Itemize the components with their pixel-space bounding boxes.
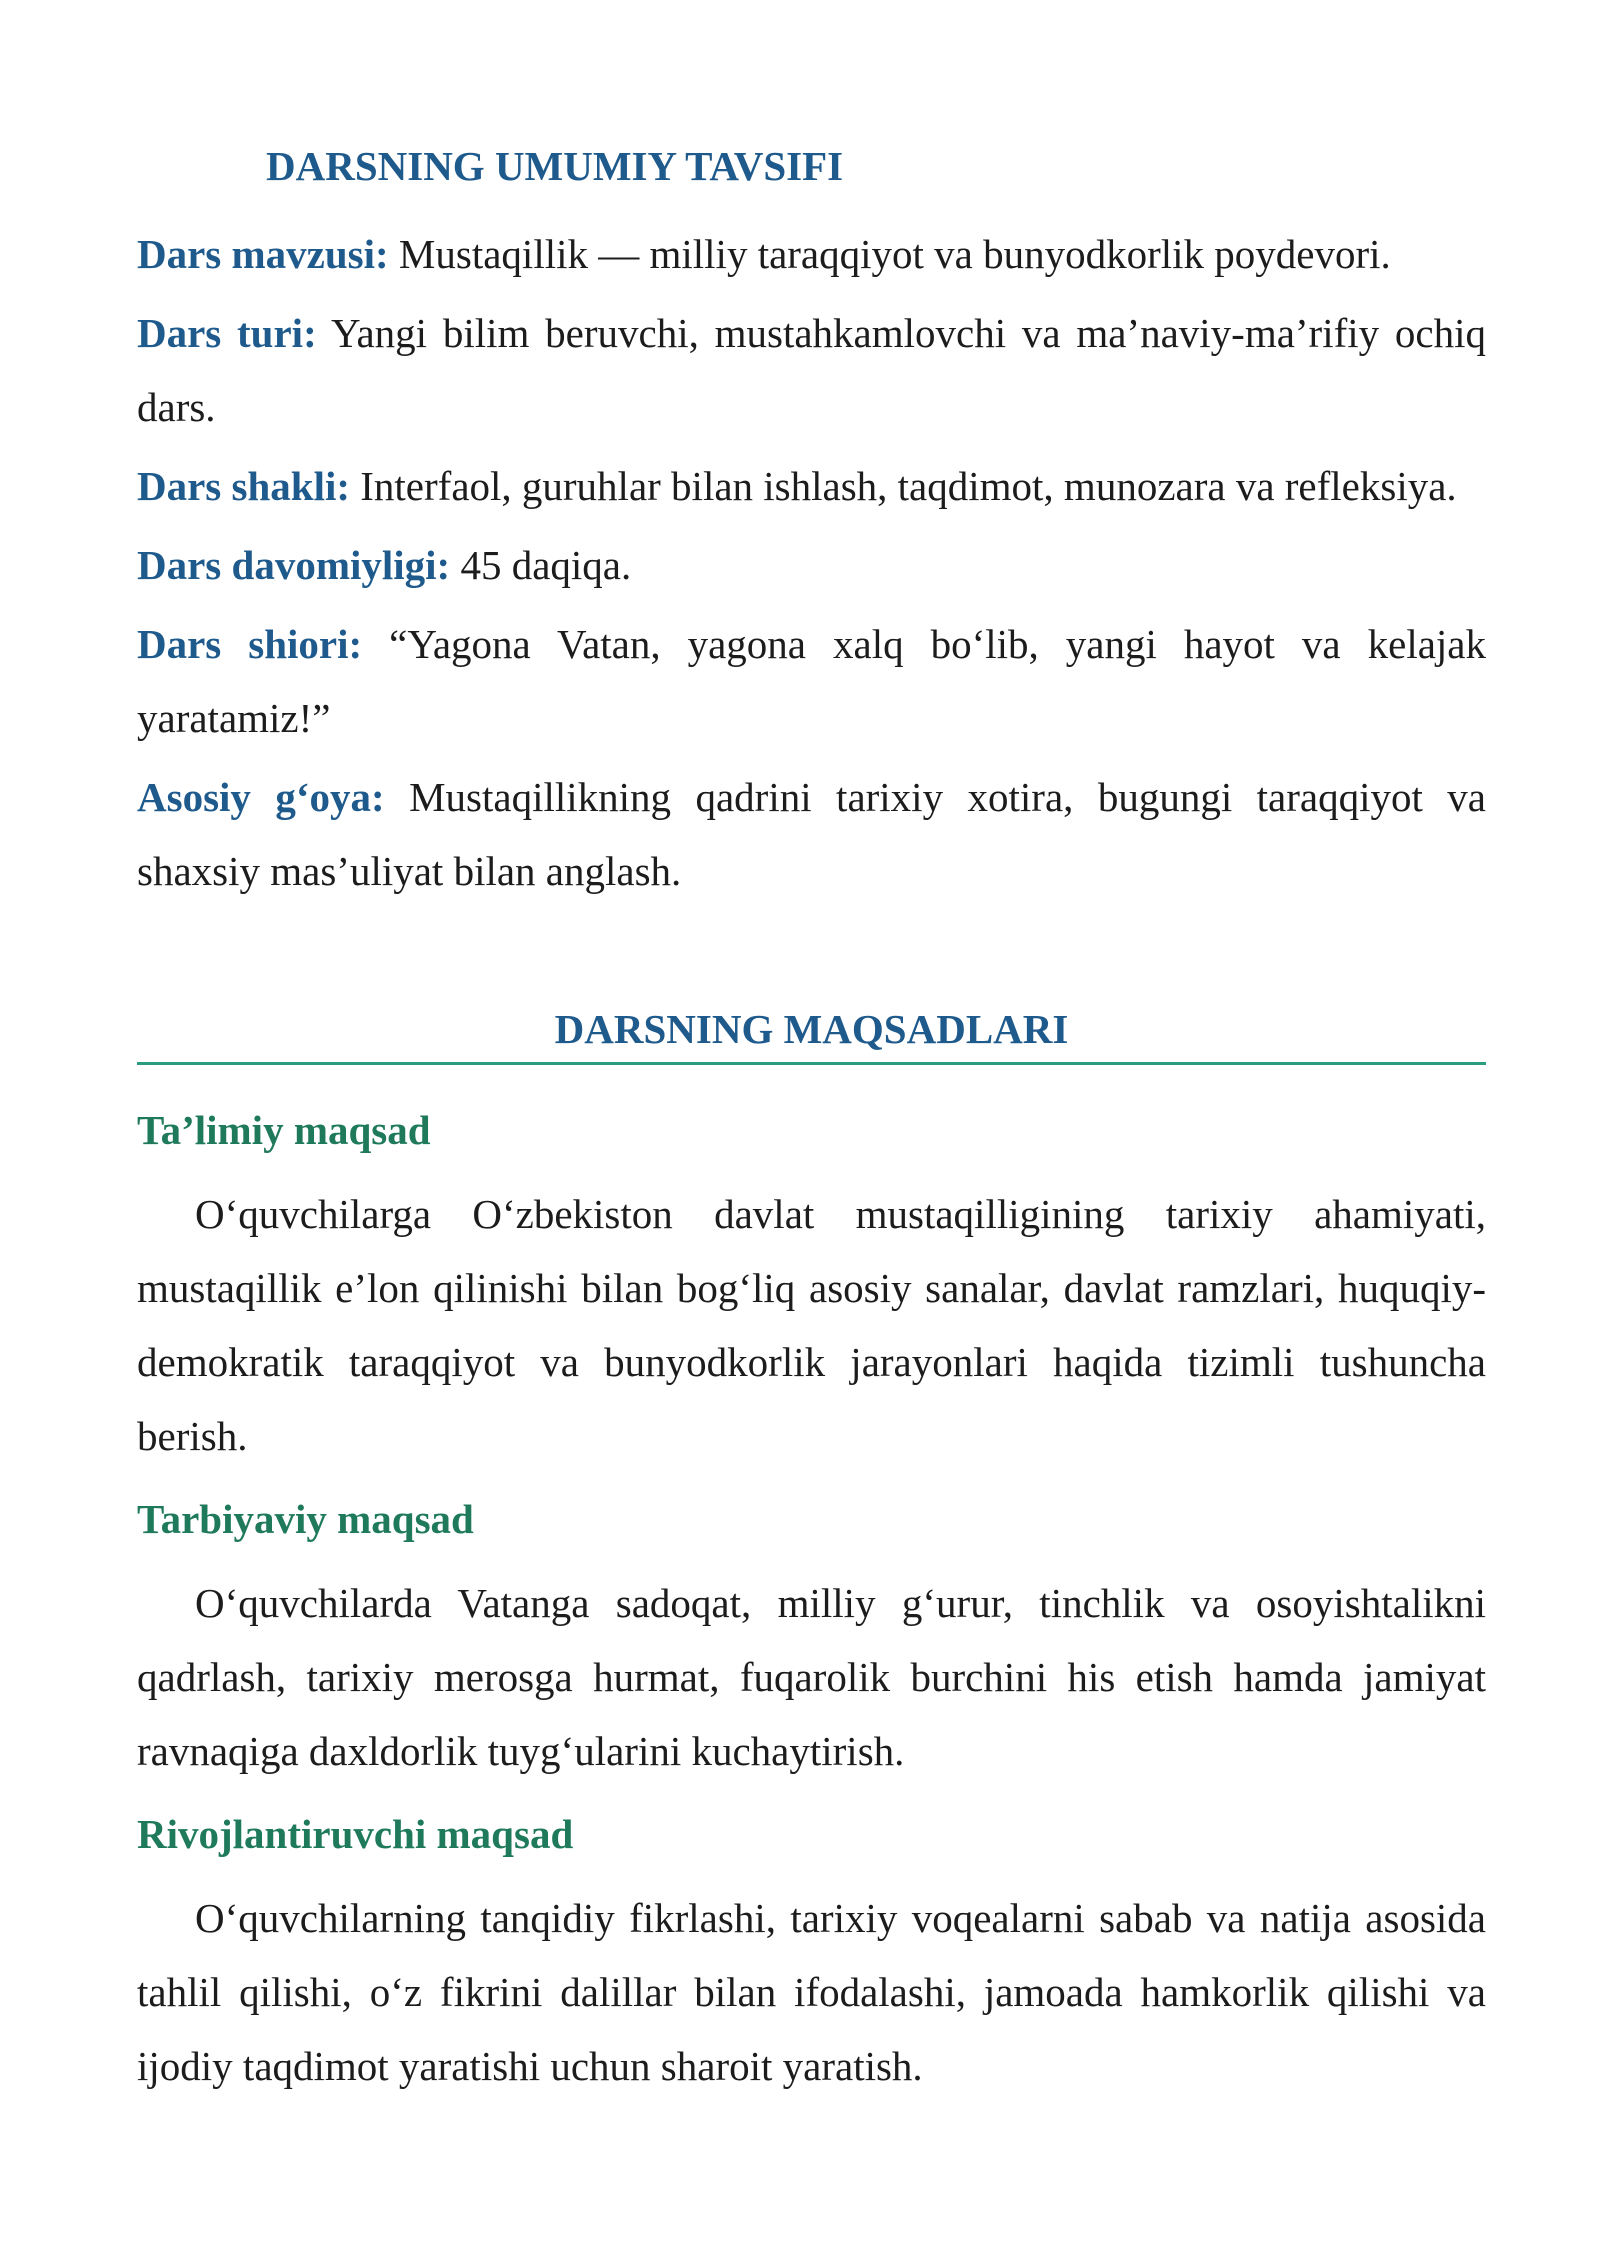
goal-title-educational: Ta’limiy maqsad [137,1107,431,1153]
info-label: Dars shakli: [137,463,351,509]
info-row-main-idea [137,760,1486,908]
goal-text-educational: O‘quvchilarga O‘zbekiston davlat mustaqilligining tarixiy ahamiyati, mustaqillik e’lon qilinishi bilan bog‘liq asosiy sanalar, davlat ramzlari, huquqiy-demokratik taraqqiyot va bunyodkorlik jarayonlari haqida tizimli tushuncha berish. [137,1191,1486,1459]
info-row-duration [137,528,1486,602]
goal-text-upbringing: O‘quvchilarda Vatanga sadoqat, milliy g‘urur, tinchlik va osoyishtalikni qadrlash, tarixiy merosga hurmat, fuqarolik burchini his etish hamda jamiyat ravnaqiga daxldorlik tuyg‘ularini kuchaytirish. [137,1580,1486,1774]
section-divider [137,1062,1486,1065]
info-label: Asosiy g‘oya: [137,774,385,820]
info-value: 45 daqiqa. [460,542,632,588]
info-value: Mustaqillikning qadrini tarixiy xotira, bugungi taraqqiyot va shaxsiy mas’uliyat bilan anglash. [137,774,1487,894]
info-row-type [137,296,1486,444]
goal-title-upbringing: Tarbiyaviy maqsad [137,1496,474,1542]
info-label: Dars turi: [137,310,317,356]
document-title: DARSNING UMUMIY TAVSIFI [266,143,844,189]
info-label: Dars mavzusi: [137,231,389,277]
info-label: Dars shiori: [137,621,363,667]
goals-section-title: DARSNING MAQSADLARI [554,1006,1069,1052]
info-label: Dars davomiyligi: [137,542,451,588]
info-row-topic [137,217,1486,291]
goal-text-developmental: O‘quvchilarning tanqidiy fikrlashi, tarixiy voqealarni sabab va natija asosida tahlil qilishi, o‘z fikrini dalillar bilan ifodalashi, jamoada hamkorlik qilishi va ijodiy taqdimot yaratishi uchun sharoit yaratish. [137,1895,1486,2089]
info-value: Interfaol, guruhlar bilan ishlash, taqdimot, munozara va refleksiya. [360,463,1457,509]
lesson-info [137,217,1486,913]
info-value: Yangi bilim beruvchi, mustahkamlovchi va ma’naviy-ma’rifiy ochiq dars. [137,310,1486,430]
goals-list [137,1100,1486,2119]
info-row-form [137,449,1486,523]
info-row-motto [137,607,1486,755]
info-value: “Yagona Vatan, yagona xalq bo‘lib, yangi hayot va kelajak yaratamiz!” [137,621,1486,741]
goal-title-developmental: Rivojlantiruvchi maqsad [137,1811,574,1857]
info-value: Mustaqillik — milliy taraqqiyot va bunyodkorlik poydevori. [398,231,1391,277]
